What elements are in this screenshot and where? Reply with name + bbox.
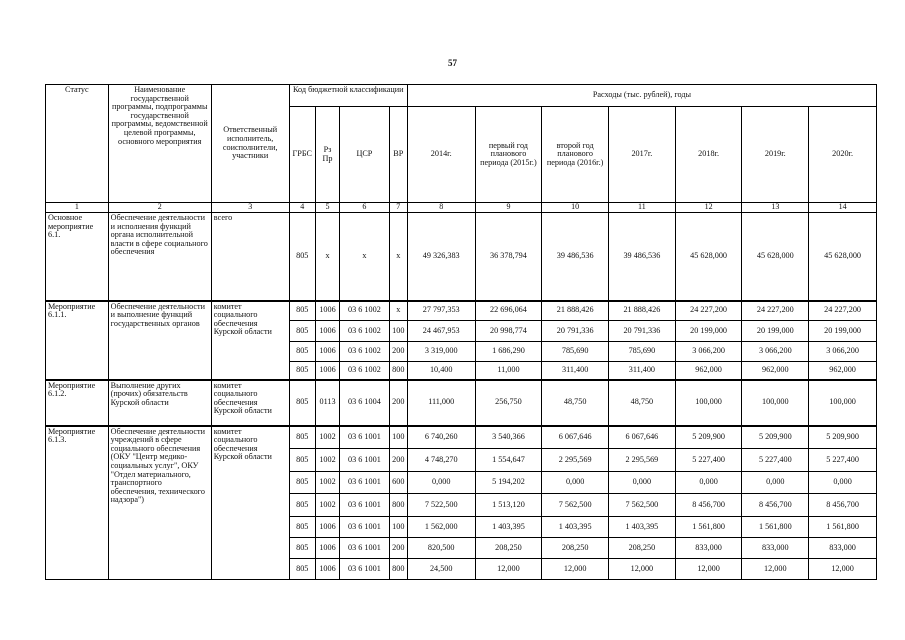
table-cell: 805: [289, 213, 315, 301]
table-cell: 256,750: [475, 380, 542, 426]
col-year: 2017г.: [609, 107, 676, 203]
col-index: 5: [315, 203, 339, 213]
row-name: Обеспечение деятельности учреждений в сфере социального обеспечения (ОКУ "Центр медико-социальных услуг", ОКУ "Отдел материального, транспортного обеспечения, технического надзора"): [108, 426, 211, 580]
table-cell: 03 6 1001: [340, 494, 390, 517]
table-cell: 1 554,647: [475, 449, 542, 472]
table-cell: 1 562,000: [407, 517, 475, 538]
table-cell: 8 456,700: [809, 494, 877, 517]
table-cell: 208,250: [542, 538, 609, 559]
table-cell: 3 319,000: [407, 342, 475, 362]
table-cell: 20 199,000: [742, 321, 809, 342]
table-cell: 311,400: [542, 362, 609, 380]
table-cell: 12,000: [675, 559, 742, 580]
table-cell: 3 066,200: [742, 342, 809, 362]
table-cell: 7 522,500: [407, 494, 475, 517]
col-index: 12: [675, 203, 742, 213]
table-row: [46, 426, 877, 449]
table-cell: 39 486,536: [609, 213, 676, 301]
table-cell: 24 227,200: [675, 301, 742, 321]
table-cell: 805: [289, 538, 315, 559]
table-cell: 12,000: [742, 559, 809, 580]
table-cell: х: [389, 301, 407, 321]
table-cell: 0,000: [542, 472, 609, 494]
table-cell: 5 209,900: [675, 426, 742, 449]
table-cell: 39 486,536: [542, 213, 609, 301]
table-cell: 833,000: [809, 538, 877, 559]
table-cell: 6 740,260: [407, 426, 475, 449]
table-cell: 3 540,366: [475, 426, 542, 449]
table-cell: 208,250: [609, 538, 676, 559]
col-name: Наименование государственной программы, подпрограммы государственной программы, ведомственной целевой программы, основного мероприятия: [108, 85, 211, 203]
table-cell: 03 6 1002: [340, 362, 390, 380]
table-cell: 10,400: [407, 362, 475, 380]
table-cell: 6 067,646: [609, 426, 676, 449]
col-index: 7: [389, 203, 407, 213]
table-cell: 785,690: [542, 342, 609, 362]
table-cell: х: [340, 213, 390, 301]
table-cell: 12,000: [809, 559, 877, 580]
table-cell: 962,000: [809, 362, 877, 380]
table-cell: 5 227,400: [675, 449, 742, 472]
table-cell: 805: [289, 342, 315, 362]
table-cell: 03 6 1001: [340, 426, 390, 449]
table-cell: 1006: [315, 559, 339, 580]
table-cell: 12,000: [542, 559, 609, 580]
table-cell: 820,500: [407, 538, 475, 559]
table-cell: 0,000: [407, 472, 475, 494]
table-cell: 805: [289, 426, 315, 449]
table-cell: 1002: [315, 494, 339, 517]
table-cell: 833,000: [675, 538, 742, 559]
table-cell: 1 561,800: [809, 517, 877, 538]
table-cell: 0,000: [609, 472, 676, 494]
col-index: 4: [289, 203, 315, 213]
col-vr: ВР: [389, 107, 407, 203]
table-cell: 100: [389, 517, 407, 538]
table-cell: 20 791,336: [542, 321, 609, 342]
col-year: первый год планового периода (2015г.): [475, 107, 542, 203]
table-cell: 800: [389, 494, 407, 517]
col-index: 6: [340, 203, 390, 213]
table-cell: 4 748,270: [407, 449, 475, 472]
table-cell: 1006: [315, 517, 339, 538]
table-cell: 48,750: [609, 380, 676, 426]
table-cell: 1006: [315, 342, 339, 362]
table-cell: 03 6 1002: [340, 321, 390, 342]
table-cell: 100,000: [742, 380, 809, 426]
column-index-row: [46, 203, 877, 213]
row-responsible: комитет социального обеспечения Курской области: [211, 301, 289, 380]
col-year: второй год планового периода (2016г.): [542, 107, 609, 203]
table-cell: 24,500: [407, 559, 475, 580]
table-cell: 1002: [315, 472, 339, 494]
table-cell: 03 6 1002: [340, 342, 390, 362]
row-responsible: всего: [211, 213, 289, 301]
table-cell: 5 194,202: [475, 472, 542, 494]
table-cell: 805: [289, 362, 315, 380]
table-cell: 1006: [315, 321, 339, 342]
table-cell: 0,000: [809, 472, 877, 494]
table-row: [46, 213, 877, 301]
col-index: 1: [46, 203, 109, 213]
col-budget-code: Код бюджетной классификации: [289, 85, 407, 107]
table-cell: 03 6 1002: [340, 301, 390, 321]
col-year: 2019г.: [742, 107, 809, 203]
table-cell: 7 562,500: [609, 494, 676, 517]
table-cell: 100,000: [675, 380, 742, 426]
row-status: Мероприятие 6.1.1.: [46, 301, 109, 380]
table-cell: 1002: [315, 426, 339, 449]
table-cell: 1 403,395: [542, 517, 609, 538]
table-cell: 1006: [315, 301, 339, 321]
table-cell: 200: [389, 449, 407, 472]
table-cell: 7 562,500: [542, 494, 609, 517]
table-cell: 24 467,953: [407, 321, 475, 342]
table-cell: 5 227,400: [809, 449, 877, 472]
table-cell: 805: [289, 472, 315, 494]
table-cell: 1006: [315, 538, 339, 559]
table-cell: 1 513,120: [475, 494, 542, 517]
budget-table: [45, 84, 877, 580]
table-cell: 805: [289, 559, 315, 580]
table-cell: 1 561,800: [742, 517, 809, 538]
table-cell: 833,000: [742, 538, 809, 559]
table-row: [46, 301, 877, 321]
col-index: 14: [809, 203, 877, 213]
table-body: [46, 213, 877, 580]
table-cell: 2 295,569: [609, 449, 676, 472]
table-cell: 100: [389, 321, 407, 342]
table-cell: 45 628,000: [809, 213, 877, 301]
table-cell: 1 561,800: [675, 517, 742, 538]
table-cell: 311,400: [609, 362, 676, 380]
table-cell: 21 888,426: [609, 301, 676, 321]
table-cell: 20 791,336: [609, 321, 676, 342]
table-cell: 03 6 1001: [340, 517, 390, 538]
row-responsible: комитет социального обеспечения Курской области: [211, 426, 289, 580]
table-cell: 962,000: [675, 362, 742, 380]
row-status: Основное мероприятие 6.1.: [46, 213, 109, 301]
table-cell: 800: [389, 362, 407, 380]
table-cell: 27 797,353: [407, 301, 475, 321]
col-year: 2020г.: [809, 107, 877, 203]
table-cell: 1 686,290: [475, 342, 542, 362]
col-year: 2018г.: [675, 107, 742, 203]
table-cell: 12,000: [475, 559, 542, 580]
table-cell: х: [389, 213, 407, 301]
table-cell: 6 067,646: [542, 426, 609, 449]
table-cell: 0,000: [742, 472, 809, 494]
table-cell: 805: [289, 517, 315, 538]
table-cell: 5 209,900: [809, 426, 877, 449]
col-index: 3: [211, 203, 289, 213]
table-cell: 21 888,426: [542, 301, 609, 321]
table-cell: 962,000: [742, 362, 809, 380]
col-expenses: Расходы (тыс. рублей), годы: [407, 85, 876, 107]
table-cell: 1002: [315, 449, 339, 472]
table-cell: 111,000: [407, 380, 475, 426]
table-cell: 48,750: [542, 380, 609, 426]
row-status: Мероприятие 6.1.2.: [46, 380, 109, 426]
col-index: 9: [475, 203, 542, 213]
table-cell: 20 199,000: [809, 321, 877, 342]
table-cell: 805: [289, 494, 315, 517]
table-cell: 805: [289, 321, 315, 342]
col-year: 2014г.: [407, 107, 475, 203]
table-cell: 600: [389, 472, 407, 494]
row-status: Мероприятие 6.1.3.: [46, 426, 109, 580]
table-cell: 1 403,395: [609, 517, 676, 538]
col-index: 2: [108, 203, 211, 213]
table-cell: х: [315, 213, 339, 301]
table-cell: 1006: [315, 362, 339, 380]
table-cell: 24 227,200: [742, 301, 809, 321]
table-cell: 03 6 1001: [340, 472, 390, 494]
col-grbs: ГРБС: [289, 107, 315, 203]
table-cell: 12,000: [609, 559, 676, 580]
table-cell: 2 295,569: [542, 449, 609, 472]
col-index: 11: [609, 203, 676, 213]
col-index: 10: [542, 203, 609, 213]
table-cell: 03 6 1001: [340, 538, 390, 559]
table-cell: 5 209,900: [742, 426, 809, 449]
table-cell: 03 6 1004: [340, 380, 390, 426]
col-responsible: Ответственный исполнитель, соисполнители, участники: [211, 85, 289, 203]
table-cell: 45 628,000: [675, 213, 742, 301]
table-cell: 200: [389, 380, 407, 426]
table-cell: 200: [389, 342, 407, 362]
page-number: 57: [448, 58, 457, 68]
table-cell: 0113: [315, 380, 339, 426]
row-name: Выполнение других (прочих) обязательств Курской области: [108, 380, 211, 426]
row-name: Обеспечение деятельности и исполнения функций органа исполнительной власти в сфере социального обеспечения: [108, 213, 211, 301]
table-cell: 36 378,794: [475, 213, 542, 301]
table-cell: 1 403,395: [475, 517, 542, 538]
table-cell: 5 227,400: [742, 449, 809, 472]
table-cell: 208,250: [475, 538, 542, 559]
table-cell: 8 456,700: [675, 494, 742, 517]
col-index: 13: [742, 203, 809, 213]
row-responsible: комитет социального обеспечения Курской области: [211, 380, 289, 426]
col-rzpr: Рз Пр: [315, 107, 339, 203]
table-cell: 03 6 1001: [340, 559, 390, 580]
table-cell: 20 199,000: [675, 321, 742, 342]
table-cell: 45 628,000: [742, 213, 809, 301]
table-row: [46, 380, 877, 426]
table-cell: 3 066,200: [809, 342, 877, 362]
table-cell: 11,000: [475, 362, 542, 380]
table-cell: 8 456,700: [742, 494, 809, 517]
table-cell: 805: [289, 301, 315, 321]
col-csr: ЦСР: [340, 107, 390, 203]
table-cell: 22 696,064: [475, 301, 542, 321]
table-cell: 20 998,774: [475, 321, 542, 342]
table-cell: 24 227,200: [809, 301, 877, 321]
table-cell: 805: [289, 380, 315, 426]
table-cell: 0,000: [675, 472, 742, 494]
row-name: Обеспечение деятельности и выполнение функций государственных органов: [108, 301, 211, 380]
table-cell: 100,000: [809, 380, 877, 426]
col-index: 8: [407, 203, 475, 213]
table-cell: 805: [289, 449, 315, 472]
table-header: [46, 85, 877, 213]
col-status: Статус: [46, 85, 109, 203]
table-cell: 200: [389, 538, 407, 559]
table-cell: 03 6 1001: [340, 449, 390, 472]
table-cell: 100: [389, 426, 407, 449]
table-cell: 800: [389, 559, 407, 580]
table-cell: 3 066,200: [675, 342, 742, 362]
table-cell: 49 326,383: [407, 213, 475, 301]
table-cell: 785,690: [609, 342, 676, 362]
